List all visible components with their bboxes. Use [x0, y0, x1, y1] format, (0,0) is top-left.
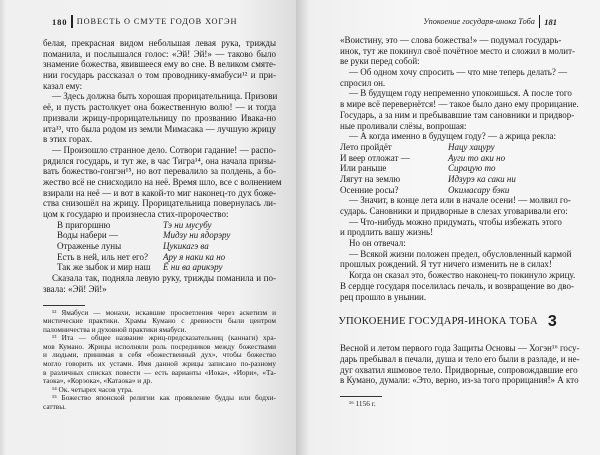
- poem-translation: Осенние росы?: [340, 184, 399, 195]
- left-page: [0, 0, 296, 455]
- poem: [340, 142, 557, 195]
- footnote-rule: [43, 305, 85, 306]
- paragraph: [340, 216, 562, 238]
- paragraph: [340, 88, 579, 131]
- text-line: ве руки перед собой:: [340, 56, 420, 67]
- poem-line: [43, 230, 276, 241]
- page-number: 180: [52, 16, 68, 27]
- text-line: — Всякой жизни положен предел, обусловленный кармой: [349, 248, 572, 259]
- text-line: рядился государь, и тут же, в час Тигра¹⁴, она начала призы-: [43, 155, 276, 166]
- poem-line: [43, 252, 276, 263]
- text-line: дуг охватил яшмовое тело. Придворные, сопровождавшие его: [340, 364, 578, 375]
- text-line: Но он отвечал:: [349, 238, 406, 249]
- text-line: звала: «Эй! Эй!»: [43, 283, 107, 294]
- text-line: призвали жрицу-прорицательницу по прозванию Ивака-но: [43, 112, 276, 123]
- poem-line: [340, 185, 557, 196]
- text-line: — А когда именно в будущем году? — а жрица рекла:: [349, 131, 556, 142]
- poem-romaji: Ару я наки ка но: [163, 251, 226, 262]
- page-number: 181: [544, 16, 557, 27]
- paragraph: [43, 91, 276, 144]
- text-line: в Кумано, думали: «Это, верно, из-за того прорицания!» А кто: [340, 375, 579, 386]
- footnote-line: ¹² Ямабуси — монахи, искавшие просветления через аскетизм и: [52, 307, 276, 317]
- text-line: — Здесь должна быть хорошая прорицательница. Призови: [52, 91, 278, 102]
- paragraph: [340, 343, 580, 386]
- poem-translation: И веер отложат —: [340, 152, 410, 163]
- poem-translation: Воды набери —: [57, 230, 118, 241]
- text-line: — Что-нибудь можно придумать, чтобы избежать этого: [349, 216, 562, 227]
- poem-line: [340, 153, 557, 164]
- text-line: Весной и летом первого года Защиты Основы — Хогэн¹⁶ госу-: [340, 343, 580, 354]
- body-text: [338, 35, 580, 409]
- text-line: вать божество-гонгэн¹⁵, но вот перевалило за полдень, а бо-: [43, 166, 276, 177]
- text-line: В сердце государя поселилась печаль, и возвращение во дво-: [340, 280, 574, 291]
- text-line: — В будущем году непременно упокоишься. А после того: [349, 88, 572, 99]
- text-line: нии государь рассказал о том проводнику-ямабуси¹² и при-: [43, 70, 276, 81]
- text-line: поманила, и послышался голос: «Эй! Эй!» — таково было: [43, 48, 276, 59]
- poem-line: [43, 241, 276, 252]
- poem: [43, 220, 276, 273]
- paragraph: [43, 38, 276, 91]
- text-line: — Об одном хочу спросить — что мне теперь делать? —: [349, 67, 568, 78]
- text-line: спросил он.: [340, 77, 386, 88]
- footnotes: [43, 309, 276, 412]
- text-line: рец прошло в унынии.: [340, 291, 427, 302]
- chapter-number: 3: [547, 312, 557, 330]
- running-header: [423, 15, 557, 28]
- text-line: взирали на неё — и вот в какой-то миг наконец-то дух боже-: [43, 187, 276, 198]
- poem-translation: Есть в ней, иль нет его?: [57, 251, 149, 262]
- paragraph: [340, 67, 568, 88]
- paragraph: [340, 248, 572, 270]
- running-head-title: Упокоение государя-инока Тоба: [423, 17, 535, 26]
- footnote-line: ¹⁵ Божество японской религии как проявление будды или бодхи-: [52, 393, 276, 403]
- poem-romaji: Цукикагэ ва: [163, 241, 209, 252]
- poem-romaji: Ауги то аки но: [448, 152, 506, 163]
- text-line: и продлить вашу жизнь!: [340, 227, 434, 238]
- poem-translation: Лягут на землю: [340, 173, 401, 184]
- text-line: Государь, а за ним и пребывавшие там сановники и придвор-: [340, 109, 575, 120]
- text-line: жество всё не снисходило на неё. Время шло, все с волнением: [43, 176, 282, 187]
- poem-romaji: Тэ ни мусубу: [163, 219, 212, 230]
- poem-line: [43, 262, 276, 273]
- text-line: казал ему:: [43, 80, 83, 91]
- footnote-line: паломничества и духовной практики ямабуси.: [43, 324, 187, 334]
- poem-translation: Или раньше: [340, 163, 387, 174]
- footnote-line: и людьми, принимая в себя «божественный дух», чтобы божество: [43, 350, 276, 360]
- poem-translation: В пригоршню: [57, 219, 111, 230]
- poem-translation: Лето пройдёт: [340, 141, 392, 152]
- text-line: знамение божества, явившееся ему во сне. В великом смяте-: [43, 59, 276, 70]
- footnote-line: таока», «Корэока», «Катаока» и др.: [43, 376, 153, 386]
- header-divider: [71, 15, 72, 28]
- footnote-line: ¹⁶ 1156 г.: [349, 398, 376, 408]
- poem-line: [43, 220, 276, 231]
- running-header: [52, 15, 237, 28]
- poem-romaji: Ё ни ва арикэру: [163, 262, 223, 273]
- footnotes: [340, 400, 557, 409]
- paragraph: [43, 144, 282, 220]
- text-line: цом к государю и произнесла стих-пророчество:: [43, 209, 229, 219]
- paragraph: [340, 238, 557, 249]
- body-text: [43, 38, 282, 412]
- text-line: ные проливали слёзы, вопрошая:: [340, 120, 467, 131]
- text-line: ства снизошёл на жрицу. Прорицательница повернулась ли-: [43, 198, 276, 209]
- paragraph: [340, 35, 576, 67]
- text-line: «Воистину, это — слова божества!» — подумал государь-: [340, 35, 562, 45]
- poem-romaji: Нацу хацуру: [448, 141, 495, 152]
- poem-romaji: Сирацую то: [448, 163, 496, 174]
- running-head-title: ПОВЕСТЬ О СМУТЕ ГОДОВ ХОГЭН: [76, 17, 238, 26]
- right-page: [296, 0, 600, 455]
- footnote-line: мов Кумано. Жрицы исполняли роль посредников между божествами: [43, 341, 276, 351]
- poem-line: [340, 142, 557, 153]
- text-line: — Значит, в конце лета или в начале осени! — молвил го-: [349, 195, 571, 206]
- text-line: сударь. Сановники и придворные в слезах уговаривали его:: [340, 206, 568, 216]
- text-line: белая, прекрасная видом небольшая левая рука, трижды: [43, 38, 276, 48]
- poem-romaji: Идзурэ ка саки ни: [448, 173, 516, 184]
- text-line: дарь пребывал в печали, душа и тело его были в разладе, и не-: [340, 353, 580, 364]
- footnote-line: саттвы.: [43, 402, 66, 412]
- text-line: прошлых рождений. Я тут ничего изменить не в силах!: [340, 259, 552, 270]
- paragraph: [340, 195, 571, 216]
- text-line: ита¹³, что была родом из земли Мимасака — лучшую жрицу: [43, 123, 276, 134]
- text-line: в мире всё перевернётся! — такое было дано ему прорицание.: [340, 99, 579, 110]
- poem-romaji: Окимасару бэки: [448, 184, 510, 195]
- footnote-line: могло говорить их устами. Имя данной жрицы записано по-разному: [43, 359, 276, 369]
- text-line: Сказала так, подняла левую руку, трижды поманила и по-: [52, 273, 276, 284]
- paragraph: [340, 131, 557, 142]
- chapter-heading: [340, 312, 557, 332]
- poem-translation: Так же зыбок и мир наш: [57, 262, 151, 273]
- text-line: Когда он сказал это, божество наконец-то покинуло жрицу.: [349, 270, 576, 281]
- poem-line: [340, 163, 557, 174]
- paragraph: [340, 270, 576, 302]
- text-line: инок, тут же покинул своё почётное место и сложил в молит-: [340, 45, 576, 56]
- footnote-line: в различных списках повести — есть варианты «Иока», «Иори», «Та-: [43, 367, 276, 377]
- poem-line: [340, 174, 557, 185]
- footnote-line: ¹⁴ Ок. четырех часов утра.: [52, 384, 133, 394]
- text-line: в этих горах.: [43, 134, 93, 145]
- footnote-line: мистические практики. Храмы Кумано с древности были центром: [43, 316, 276, 326]
- footnote-rule: [340, 396, 382, 397]
- footnote-line: ¹³ Ита — общее название жриц-предсказательниц (каннаги) хра-: [52, 333, 276, 343]
- poem-translation: Отраженье луны: [57, 241, 122, 252]
- poem-romaji: Мидзу ни ядорэру: [163, 230, 231, 241]
- paragraph: [43, 273, 276, 294]
- header-divider: [539, 15, 540, 28]
- chapter-title: УПОКОЕНИЕ ГОСУДАРЯ-ИНОКА ТОБА: [338, 315, 538, 327]
- text-line: — Произошло странное дело. Сотвори гадание! — распо-: [52, 144, 276, 155]
- text-line: её, и пусть растолкует она божественную волю! — и тогда: [43, 102, 276, 113]
